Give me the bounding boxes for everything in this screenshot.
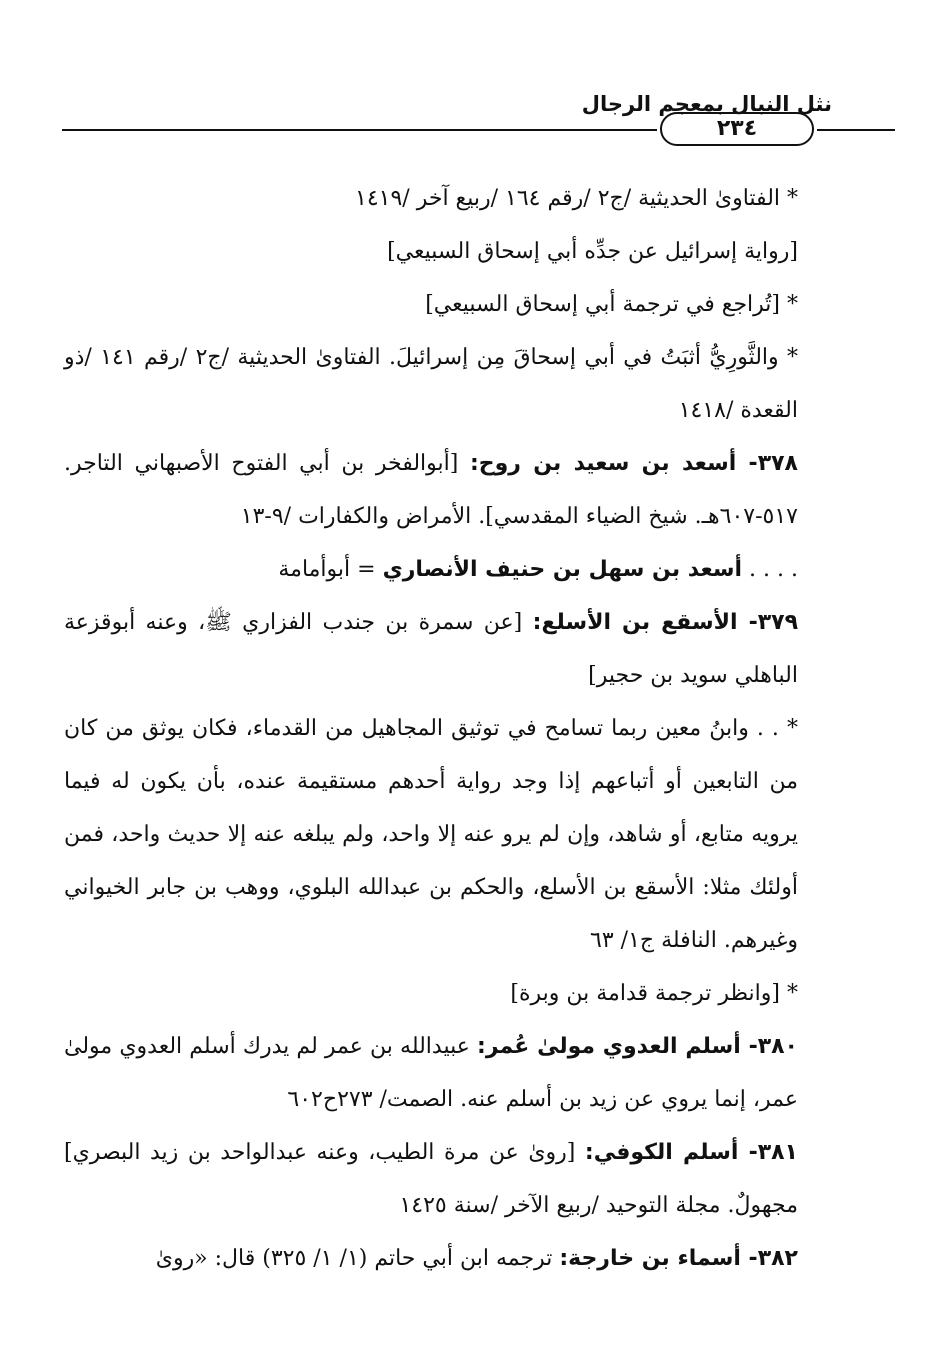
entry-380-text: عبيدالله بن عمر لم يدرك أسلم العدوي مولىٰ عمر، إنما يروي عن زيد بن أسلم عنه. الصمت/ ٢٧٣ح٦٠٢ <box>64 1034 798 1112</box>
header-rule-left <box>62 129 657 131</box>
entry-381-text: [روىٰ عن مرة الطيب، وعنه عبدالواحد بن زيد البصري] مجهولٌ. مجلة التوحيد /ربيع الآخر /سنة ١٤٢٥ <box>64 1140 798 1218</box>
entry-378 <box>64 437 834 543</box>
page-number: ٢٣٤ <box>660 112 814 146</box>
header-rule-right <box>817 129 895 131</box>
entry-380 <box>64 1020 834 1126</box>
cross-reference-dots: . . . . <box>742 557 798 582</box>
entry-379 <box>64 596 834 702</box>
paragraph-turaja: * [تُراجع في ترجمة أبي إسحاق السبيعي] <box>425 292 798 317</box>
page-header <box>62 82 832 142</box>
paragraph-thawri: * والثَّورِيُّ أثبَتُ في أبي إسحاقَ مِن إسرائيلَ. الفتاوىٰ الحديثية /ج٢ /رقم ١٤١ /ذو القعدة /١٤١٨ <box>64 345 798 423</box>
paragraph-fatawa-ref: * الفتاوىٰ الحديثية /ج٢ /رقم ١٦٤ /ربيع آخر /١٤١٩ <box>355 186 798 211</box>
cross-reference-name: أسعد بن سهل بن حنيف الأنصاري <box>382 557 743 582</box>
cross-reference-target: = أبوأمامة <box>278 557 383 582</box>
entry-379-name: ٣٧٩- الأسقع بن الأسلع: <box>532 610 799 635</box>
paragraph-israil-riwaya: [رواية إسرائيل عن جدِّه أبي إسحاق السبيعي] <box>387 239 798 264</box>
entry-379-text: [عن سمرة بن جندب الفزاري ﷺ، وعنه أبوقزعة الباهلي سويد بن حجير] <box>64 610 798 688</box>
entry-380-name: ٣٨٠- أسلم العدوي مولىٰ عُمر: <box>477 1034 798 1059</box>
entry-381 <box>64 1126 834 1232</box>
page-body <box>64 172 834 1285</box>
entry-382-name: ٣٨٢- أسماء بن خارجة: <box>559 1246 798 1271</box>
running-title: نثل النبال بمعجم الرجال <box>581 92 832 116</box>
entry-382 <box>64 1232 834 1285</box>
entry-381-name: ٣٨١- أسلم الكوفي: <box>584 1140 798 1165</box>
paragraph-ibn-maeen: * . . وابنُ معين ربما تسامح في توثيق المجاهيل من القدماء، فكان يوثق من كان من التابعين أو أتباعهم إذا وجد رواية أحدهم مستقيمة عنده، بأن يكون له فيما يرويه متابع، أو شاهد، وإن لم يرو عنه إلا واحد، ولم يبلغه عنه إلا حديث واحد، فمن أولئك مثلا: الأسقع بن الأسلع، والحكم بن عبدالله البلوي، ووهب بن جابر الخيواني وغيرهم. النافلة ج١/ ٦٣ <box>64 716 798 953</box>
entry-382-text: ترجمه ابن أبي حاتم (١/ ١/ ٣٢٥) قال: «روىٰ <box>155 1246 560 1271</box>
entry-378-text: [أبوالفخر بن أبي الفتوح الأصبهاني التاجر. ٥١٧-٦٠٧هـ. شيخ الضياء المقدسي]. الأمراض والكفارات /٩-١٣ <box>64 451 798 529</box>
paragraph-see-qudama: * [وانظر ترجمة قدامة بن وبرة] <box>510 981 798 1006</box>
cross-reference <box>64 543 834 596</box>
entry-378-name: ٣٧٨- أسعد بن سعيد بن روح: <box>469 451 798 476</box>
